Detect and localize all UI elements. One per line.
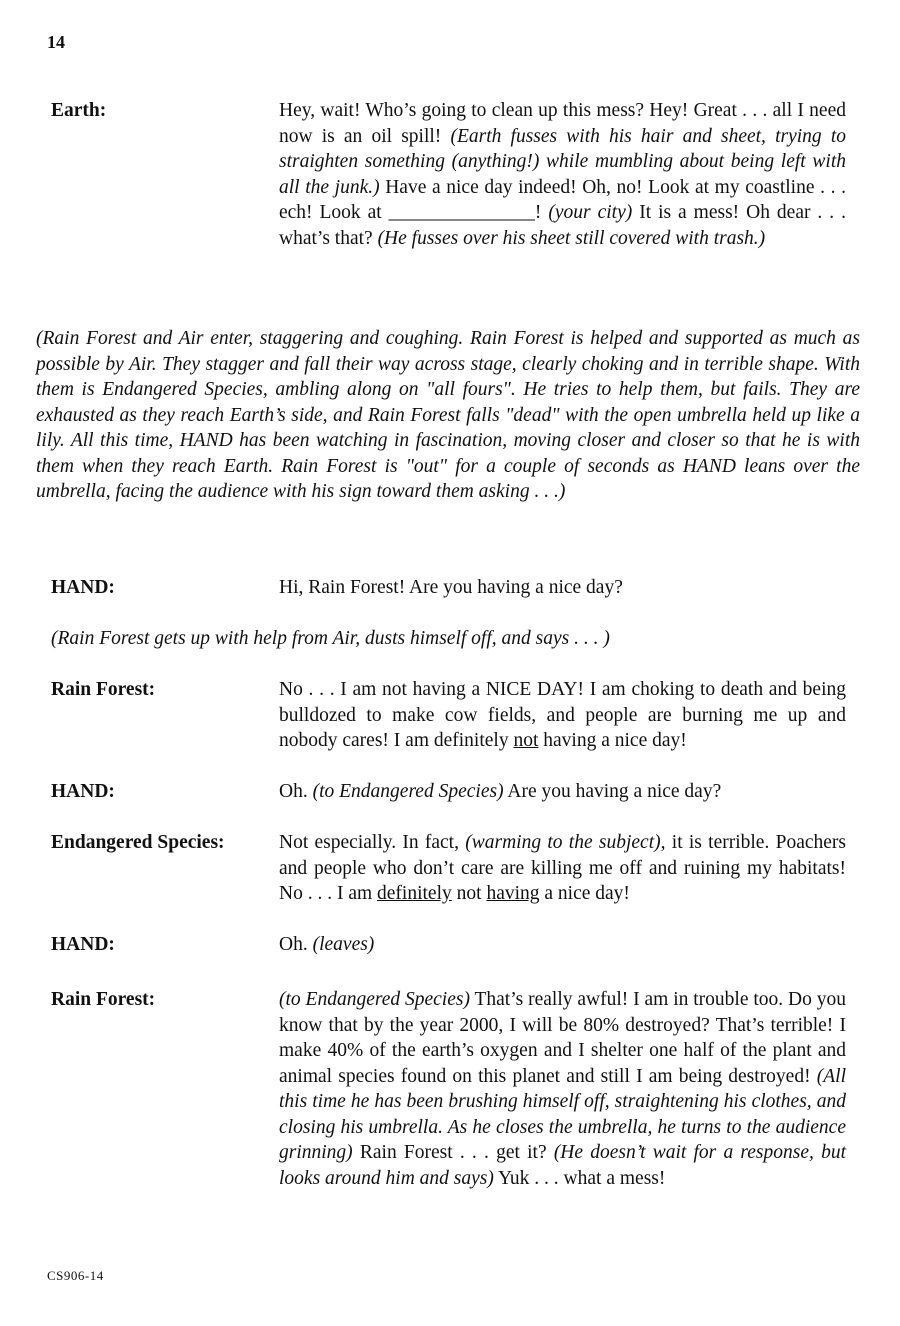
spoken-text: Hey, wait! Who’s going to clean up this mess? Hey! Great . . . all I need now is an oil spill! (279, 100, 846, 147)
spoken-text: That’s really awful! I am in trouble too. Do you know that by the year 2000, I will be 80% destroyed? That’s terrible! I make 40% of the earth’s oxygen and I shelter one half of the plant and animal species found on this planet and still I am being destroyed! (279, 989, 846, 1087)
dialogue-text (279, 830, 846, 907)
stage-direction: (Rain Forest and Air enter, staggering and coughing. Rain Forest is helped and supported as much as possible by Air. They stagger and fall their way across stage, clearly choking and in terrible shape. With them is Endangered Species, ambling along on "all fours". He tries to help them, but fails. They are exhausted as they reach Earth’s side, and Rain Forest falls "dead" with the open umbrella held up like a lily. All this time, HAND has been watching in fascination, moving closer and closer so that he is with them when they reach Earth. Rain Forest is "out" for a couple of seconds as HAND leans over the umbrella, facing the audience with his sign toward them asking . . .) (36, 328, 860, 502)
spoken-text: Have a nice day indeed! Oh, no! Look at my coastline . . . ech! Look at _______________! (279, 176, 846, 223)
dialogue-text (279, 779, 846, 805)
spoken-text: Hi, Rain Forest! Are you having a nice day? (279, 577, 623, 598)
dialogue-text (279, 932, 846, 958)
speaker-name: HAND: (51, 577, 115, 598)
inline-stage-direction: (warming to the subject) (465, 832, 661, 853)
inline-stage-direction: (He fusses over his sheet still covered with trash.) (377, 227, 766, 249)
dialogue-text (279, 575, 846, 601)
spoken-text: , it is terrible. Poachers and people who don’t care are killing me off and ruining my habitats! No . . . I am (279, 832, 846, 904)
emphasis-text: having (486, 883, 540, 904)
speaker-name: HAND: (51, 934, 115, 955)
stage-direction-short: (Rain Forest gets up with help from Air, dusts himself off, and says . . . ) (51, 628, 610, 649)
inline-stage-direction: (He doesn’t wait for a response, but looks around him and says) (279, 1142, 846, 1189)
speaker-name: Endangered Species: (51, 832, 225, 853)
spoken-text: No . . . I am not having a NICE DAY! I am choking to death and being bulldozed to make cow fields, and people are burning me up and nobody cares! I am definitely (279, 679, 846, 751)
spoken-text: Rain Forest . . . get it? (352, 1142, 554, 1163)
inline-stage-direction: (Earth fusses with his hair and sheet, trying to straighten something (anything!) while mumbling about being left with all the junk.) (279, 125, 846, 198)
emphasis-text: definitely (377, 883, 452, 904)
speaker-name: HAND: (51, 781, 115, 802)
spoken-text: Oh. (279, 781, 313, 802)
speaker-name: Rain Forest: (51, 989, 156, 1010)
inline-stage-direction: (leaves) (312, 934, 375, 955)
spoken-text: not (451, 883, 487, 904)
dialogue-text (279, 98, 846, 251)
speaker-name: Earth: (51, 100, 107, 121)
spoken-text: Yuk . . . what a mess! (493, 1167, 666, 1189)
spoken-text: having a nice day! (538, 730, 687, 751)
footer-code: CS906-14 (47, 1268, 104, 1283)
spoken-text: Oh. (279, 934, 313, 955)
spoken-text: a nice day! (539, 883, 630, 904)
dialogue-text (279, 677, 846, 754)
inline-stage-direction: (to Endangered Species) (312, 781, 504, 802)
inline-stage-direction: (All this time he has been brushing himself off, straightening his clothes, and closing his umbrella. As he closes the umbrella, he turns to the audience grinning) (279, 1065, 846, 1163)
dialogue-text (279, 987, 846, 1191)
inline-stage-direction: (to Endangered Species) (279, 989, 470, 1010)
inline-stage-direction: (your city) (548, 202, 633, 223)
page-number: 14 (47, 32, 65, 52)
spoken-text: It is a mess! Oh dear . . . what’s that? (279, 202, 846, 249)
speaker-name: Rain Forest: (51, 679, 156, 700)
spoken-text: Not especially. In fact, (279, 832, 466, 853)
emphasis-text: not (513, 730, 539, 751)
spoken-text: Are you having a nice day? (503, 781, 722, 802)
